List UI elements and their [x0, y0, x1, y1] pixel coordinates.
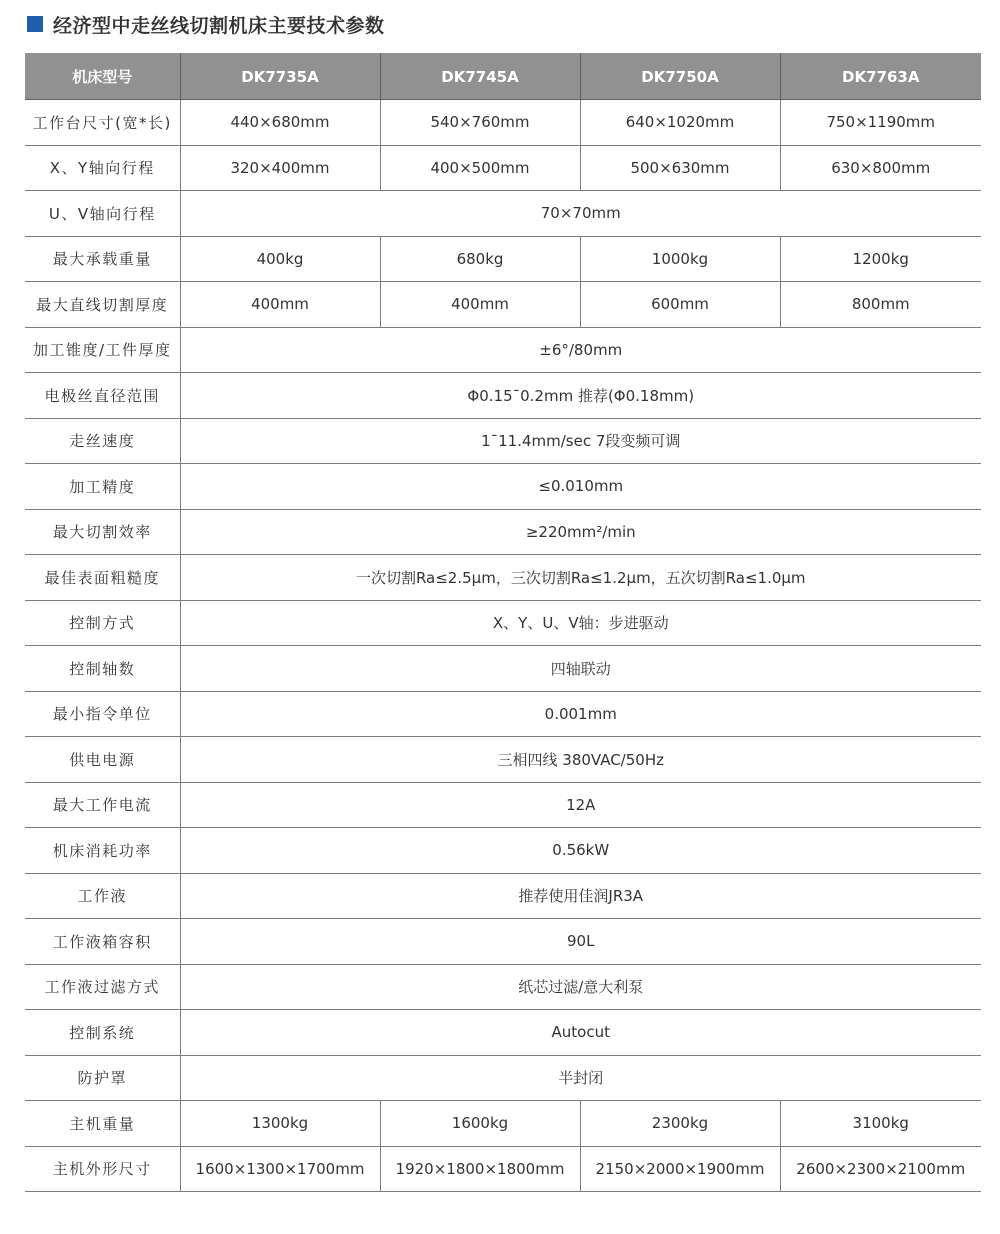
page-title-text: 经济型中走丝线切割机床主要技术参数 [53, 14, 385, 37]
cell-value: 680kg [380, 236, 580, 282]
cell-value: 440×680mm [180, 100, 380, 146]
table-row [25, 1101, 981, 1147]
row-label: 控制方式 [25, 600, 180, 646]
cell-value: 630×800mm [780, 145, 981, 191]
table-row [25, 919, 981, 965]
row-label: 工作液过滤方式 [25, 964, 180, 1010]
table-row [25, 964, 981, 1010]
cell-value: 400mm [380, 282, 580, 328]
row-label: 控制轴数 [25, 646, 180, 692]
cell-value-merged: ±6°/80mm [180, 327, 981, 373]
row-label: 最大直线切割厚度 [25, 282, 180, 328]
cell-value: 1200kg [780, 236, 981, 282]
table-row [25, 464, 981, 510]
row-label: 电极丝直径范围 [25, 373, 180, 419]
cell-value: 800mm [780, 282, 981, 328]
table-row [25, 1010, 981, 1056]
table-row [25, 1055, 981, 1101]
row-label: 主机重量 [25, 1101, 180, 1147]
table-row [25, 1146, 981, 1192]
cell-value-merged: 纸芯过滤/意大利泵 [180, 964, 981, 1010]
row-label: 控制系统 [25, 1010, 180, 1056]
cell-value: 540×760mm [380, 100, 580, 146]
row-label: X、Y轴向行程 [25, 145, 180, 191]
header-model: DK7735A [180, 54, 380, 100]
row-label: 主机外形尺寸 [25, 1146, 180, 1192]
table-row [25, 100, 981, 146]
cell-value-merged: 70×70mm [180, 191, 981, 237]
cell-value-merged: 半封闭 [180, 1055, 981, 1101]
cell-value: 1600kg [380, 1101, 580, 1147]
table-row [25, 373, 981, 419]
row-label: 最佳表面粗糙度 [25, 555, 180, 601]
table-row [25, 782, 981, 828]
cell-value: 1920×1800×1800mm [380, 1146, 580, 1192]
table-row [25, 327, 981, 373]
table-row [25, 646, 981, 692]
table-row [25, 191, 981, 237]
cell-value-merged: 0.56kW [180, 828, 981, 874]
spec-table [25, 53, 981, 1192]
cell-value: 1000kg [580, 236, 780, 282]
cell-value: 600mm [580, 282, 780, 328]
row-label: 工作台尺寸(宽*长) [25, 100, 180, 146]
row-label: 工作液 [25, 873, 180, 919]
table-row [25, 691, 981, 737]
cell-value: 320×400mm [180, 145, 380, 191]
cell-value-merged: 12A [180, 782, 981, 828]
cell-value-merged: 推荐使用佳润JR3A [180, 873, 981, 919]
cell-value-merged: ≥220mm²/min [180, 509, 981, 555]
cell-value-merged: Φ0.15¯0.2mm 推荐(Φ0.18mm) [180, 373, 981, 419]
cell-value: 2150×2000×1900mm [580, 1146, 780, 1192]
row-label: U、V轴向行程 [25, 191, 180, 237]
row-label: 最小指令单位 [25, 691, 180, 737]
header-model: DK7763A [780, 54, 981, 100]
row-label: 最大承载重量 [25, 236, 180, 282]
cell-value-merged: 0.001mm [180, 691, 981, 737]
cell-value-merged: 三相四线 380VAC/50Hz [180, 737, 981, 783]
table-row [25, 737, 981, 783]
row-label: 走丝速度 [25, 418, 180, 464]
row-label: 加工锥度/工件厚度 [25, 327, 180, 373]
table-row [25, 509, 981, 555]
cell-value-merged: 1¯11.4mm/sec 7段变频可调 [180, 418, 981, 464]
cell-value: 3100kg [780, 1101, 981, 1147]
title-square-icon [27, 16, 43, 32]
table-row [25, 555, 981, 601]
header-label: 机床型号 [25, 54, 180, 100]
table-row [25, 236, 981, 282]
cell-value: 750×1190mm [780, 100, 981, 146]
cell-value: 640×1020mm [580, 100, 780, 146]
table-row [25, 873, 981, 919]
cell-value: 400kg [180, 236, 380, 282]
table-row [25, 600, 981, 646]
row-label: 最大切割效率 [25, 509, 180, 555]
row-label: 防护罩 [25, 1055, 180, 1101]
cell-value: 400mm [180, 282, 380, 328]
header-model: DK7745A [380, 54, 580, 100]
row-label: 加工精度 [25, 464, 180, 510]
cell-value-merged: X、Y、U、V轴：步进驱动 [180, 600, 981, 646]
cell-value-merged: 一次切割Ra≤2.5μm，三次切割Ra≤1.2μm，五次切割Ra≤1.0μm [180, 555, 981, 601]
cell-value: 400×500mm [380, 145, 580, 191]
header-row [25, 54, 981, 100]
cell-value-merged: 四轴联动 [180, 646, 981, 692]
cell-value: 500×630mm [580, 145, 780, 191]
row-label: 最大工作电流 [25, 782, 180, 828]
cell-value: 2300kg [580, 1101, 780, 1147]
spec-table-body [25, 100, 981, 1192]
cell-value: 1600×1300×1700mm [180, 1146, 380, 1192]
cell-value: 1300kg [180, 1101, 380, 1147]
page-title [27, 10, 385, 38]
cell-value-merged: 90L [180, 919, 981, 965]
table-row [25, 145, 981, 191]
cell-value: 2600×2300×2100mm [780, 1146, 981, 1192]
row-label: 供电电源 [25, 737, 180, 783]
cell-value-merged: ≤0.010mm [180, 464, 981, 510]
header-model: DK7750A [580, 54, 780, 100]
row-label: 工作液箱容积 [25, 919, 180, 965]
table-row [25, 418, 981, 464]
table-row [25, 282, 981, 328]
row-label: 机床消耗功率 [25, 828, 180, 874]
table-row [25, 828, 981, 874]
cell-value-merged: Autocut [180, 1010, 981, 1056]
